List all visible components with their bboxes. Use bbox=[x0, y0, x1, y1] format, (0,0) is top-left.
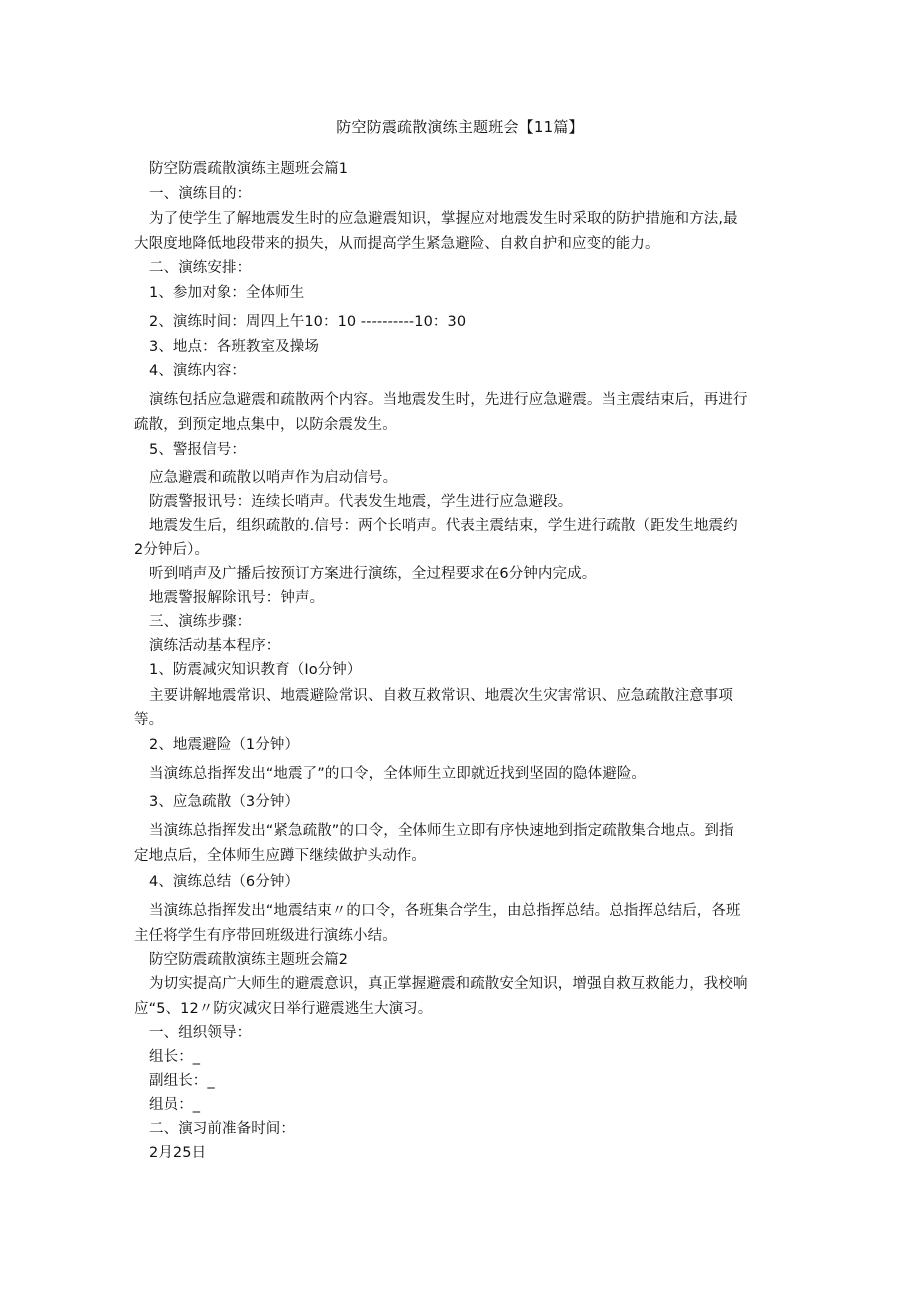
paragraph-line: 2分钟后）。 bbox=[134, 542, 210, 558]
paragraph-line: 听到哨声及广播后按预订方案进行演练，全过程要求在6分钟内完成。 bbox=[149, 566, 597, 582]
paragraph-line: 防震警报讯号：连续长哨声。代表发生地震，学生进行应急避段。 bbox=[149, 494, 573, 510]
paragraph-line: 3、应急疏散（3分钟） bbox=[149, 794, 300, 810]
paragraph-line: 5、警报信号： bbox=[149, 442, 246, 458]
paragraph-line: 组员：_ bbox=[149, 1097, 201, 1113]
paragraph-line: 1、参加对象：全体师生 bbox=[149, 285, 305, 301]
paragraph-line: 地震发生后，组织疏散的.信号：两个长哨声。代表主震结束，学生进行疏散（距发生地震约 bbox=[149, 518, 738, 534]
paragraph-line: 演练活动基本程序： bbox=[149, 638, 281, 654]
paragraph-line: 应“5、12〃防灾减灾日举行避震逃生大演习。 bbox=[134, 1001, 433, 1017]
paragraph-line: 2、地震避险（1分钟） bbox=[149, 737, 300, 753]
paragraph-line: 一、组织领导： bbox=[149, 1025, 252, 1041]
paragraph-line: 一、演练目的： bbox=[149, 186, 252, 202]
paragraph-line: 1、防震减灾知识教育（Io分钟） bbox=[149, 662, 362, 678]
paragraph-line: 4、演练内容： bbox=[149, 363, 246, 379]
section-heading: 防空防震疏散演练主题班会篇1 bbox=[149, 161, 349, 177]
paragraph-line: 为了使学生了解地震发生时的应急避震知识，掌握应对地震发生时采取的防护措施和方法,最 bbox=[149, 211, 738, 227]
paragraph-line: 二、演习前准备时间： bbox=[149, 1121, 295, 1137]
paragraph-line: 演练包括应急避震和疏散两个内容。当地震发生时，先进行应急避震。当主震结束后，再进行 bbox=[149, 392, 748, 408]
document-title: 防空防震疏散演练主题班会【11篇】 bbox=[336, 118, 584, 136]
paragraph-line: 当演练总指挥发出“紧急疏散”的口令，全体师生立即有序快速地到指定疏散集合地点。到指 bbox=[149, 823, 734, 839]
paragraph-line: 3、地点：各班教室及操场 bbox=[149, 339, 319, 355]
paragraph-line: 组长：_ bbox=[149, 1049, 201, 1065]
paragraph-line: 当演练总指挥发出“地震结束〃的口令，各班集合学生，由总指挥总结。总指挥总结后，各班 bbox=[149, 903, 741, 919]
section-heading: 防空防震疏散演练主题班会篇2 bbox=[149, 952, 349, 968]
paragraph-line: 应急避震和疏散以哨声作为启动信号。 bbox=[149, 470, 398, 486]
paragraph-line: 疏散，到预定地点集中，以防余震发生。 bbox=[134, 417, 397, 433]
paragraph-line: 2月25日 bbox=[149, 1145, 207, 1161]
paragraph-line: 为切实提高广大师生的避震意识，真正掌握避震和疏散安全知识，增强自救互救能力，我校响 bbox=[149, 976, 748, 992]
paragraph-line: 定地点后，全体师生应蹲下继续做护头动作。 bbox=[134, 848, 426, 864]
paragraph-line: 地震警报解除讯号：钟声。 bbox=[149, 590, 325, 606]
paragraph-line: 等。 bbox=[134, 712, 164, 728]
paragraph-line: 副组长：_ bbox=[149, 1073, 215, 1089]
paragraph-line: 大限度地降低地段带来的损失，从而提高学生紧急避险、自救自护和应变的能力。 bbox=[134, 236, 660, 252]
paragraph-line: 主要讲解地震常识、地震避险常识、自救互救常识、地震次生灾害常识、应急疏散注意事项 bbox=[149, 688, 733, 704]
paragraph-line: 2、演练时间：周四上午10：10 ----------10：30 bbox=[149, 314, 467, 330]
paragraph-line: 三、演练步骤： bbox=[149, 614, 252, 630]
paragraph-line: 二、演练安排： bbox=[149, 260, 252, 276]
paragraph-line: 主任将学生有序带回班级进行演练小结。 bbox=[134, 928, 397, 944]
paragraph-line: 当演练总指挥发出“地震了”的口令，全体师生立即就近找到坚固的隐体避险。 bbox=[149, 766, 647, 782]
paragraph-line: 4、演练总结（6分钟） bbox=[149, 874, 300, 890]
